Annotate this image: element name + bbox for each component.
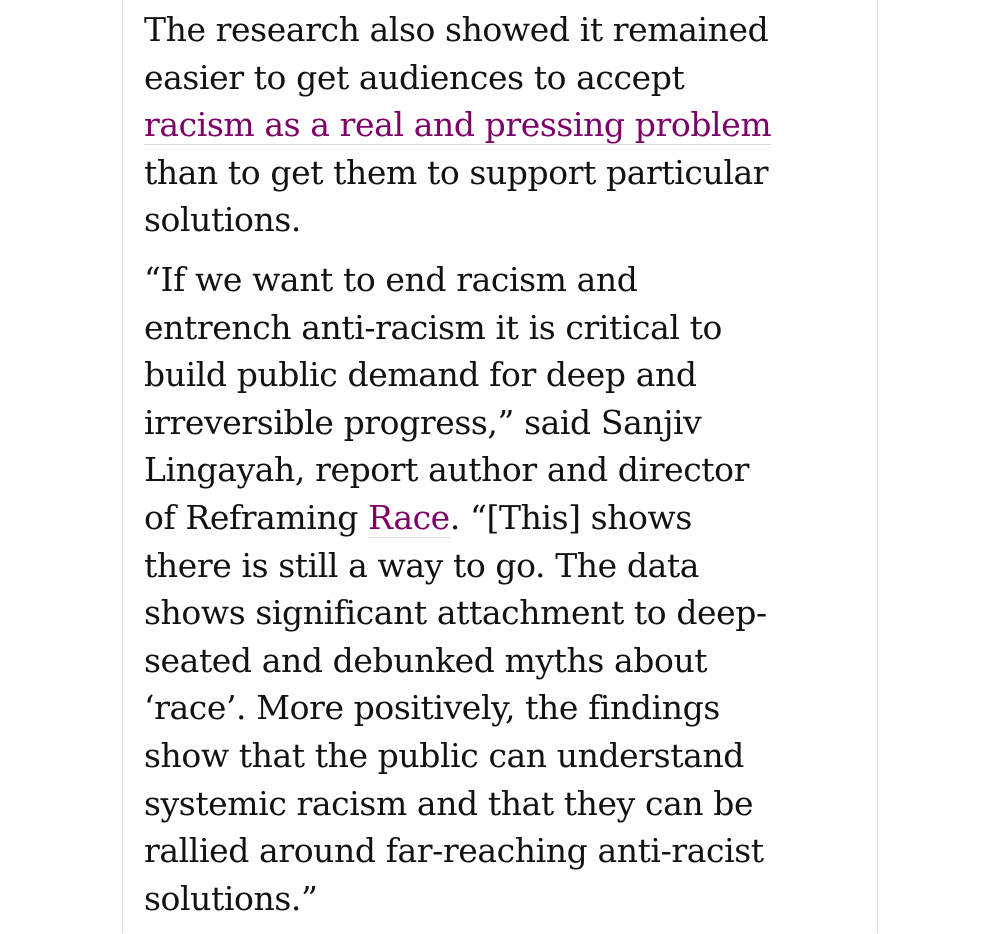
paragraph-1-text-after: than to get them to support particular solutions. bbox=[144, 152, 769, 240]
racism-problem-link[interactable]: racism as a real and pressing problem bbox=[144, 105, 772, 145]
paragraph-2-text-before: “If we want to end racism and entrench anti-racism it is critical to build public demand for deep and irreversible progress,” said Sanjiv Lingayah, report author and director of Reframing bbox=[144, 259, 749, 537]
article-paragraph-2 bbox=[144, 256, 784, 922]
article-paragraph-1 bbox=[144, 6, 784, 244]
article-body bbox=[144, 6, 784, 934]
paragraph-1-text-before: The research also showed it remained easier to get audiences to accept bbox=[144, 10, 769, 97]
paragraph-2-text-after: . “[This] shows there is still a way to go. The data shows significant attachment to deep-seated and debunked myths about ‘race’. More positively, the findings show that the public can understand systemic racism and that they can be rallied around far-reaching anti-racist solutions.” bbox=[144, 497, 767, 918]
race-topic-link[interactable]: Race bbox=[368, 497, 450, 537]
